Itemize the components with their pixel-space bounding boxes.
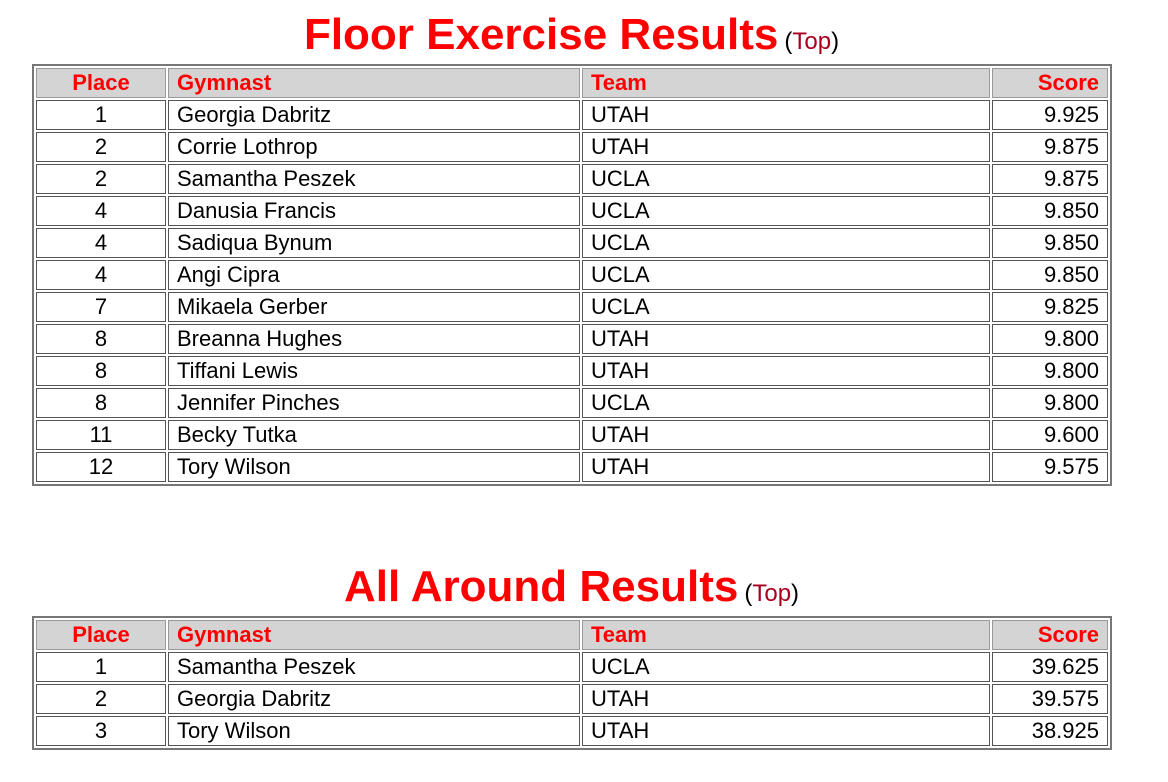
place-cell: 2 xyxy=(36,132,166,162)
score-cell: 38.925 xyxy=(992,716,1108,746)
place-cell: 7 xyxy=(36,292,166,322)
floor-exercise-table xyxy=(32,64,1112,486)
score-cell: 9.800 xyxy=(992,324,1108,354)
gymnast-cell: Becky Tutka xyxy=(168,420,580,450)
score-cell: 9.800 xyxy=(992,388,1108,418)
team-cell: UCLA xyxy=(582,292,990,322)
gymnast-cell: Georgia Dabritz xyxy=(168,684,580,714)
team-cell: UTAH xyxy=(582,420,990,450)
all-around-title: All Around Results xyxy=(343,562,739,611)
team-cell: UTAH xyxy=(582,324,990,354)
table-row xyxy=(36,196,1108,226)
place-cell: 4 xyxy=(36,196,166,226)
table-row xyxy=(36,100,1108,130)
place-cell: 8 xyxy=(36,324,166,354)
table-row xyxy=(36,292,1108,322)
score-cell: 9.850 xyxy=(992,196,1108,226)
aa-top-link-wrapper: (Top) xyxy=(744,580,800,607)
place-cell: 11 xyxy=(36,420,166,450)
floor-top-link-wrapper: (Top) xyxy=(784,28,840,55)
place-cell: 1 xyxy=(36,652,166,682)
place-cell: 3 xyxy=(36,716,166,746)
team-cell: UCLA xyxy=(582,260,990,290)
header-team: Team xyxy=(582,68,990,98)
header-place: Place xyxy=(36,68,166,98)
score-cell: 9.925 xyxy=(992,100,1108,130)
team-cell: UCLA xyxy=(582,652,990,682)
score-cell: 9.850 xyxy=(992,260,1108,290)
all-around-rows xyxy=(36,652,1108,746)
place-cell: 8 xyxy=(36,356,166,386)
gymnast-cell: Angi Cipra xyxy=(168,260,580,290)
table-row xyxy=(36,652,1108,682)
score-cell: 9.850 xyxy=(992,228,1108,258)
table-header-row xyxy=(36,68,1108,98)
place-cell: 12 xyxy=(36,452,166,482)
gymnast-cell: Corrie Lothrop xyxy=(168,132,580,162)
team-cell: UTAH xyxy=(582,356,990,386)
score-cell: 9.800 xyxy=(992,356,1108,386)
team-cell: UCLA xyxy=(582,228,990,258)
table-row xyxy=(36,684,1108,714)
place-cell: 4 xyxy=(36,228,166,258)
table-row xyxy=(36,356,1108,386)
table-row xyxy=(36,716,1108,746)
header-score: Score xyxy=(992,620,1108,650)
team-cell: UCLA xyxy=(582,388,990,418)
team-cell: UTAH xyxy=(582,684,990,714)
table-row xyxy=(36,388,1108,418)
gymnast-cell: Georgia Dabritz xyxy=(168,100,580,130)
gymnast-cell: Sadiqua Bynum xyxy=(168,228,580,258)
score-cell: 39.625 xyxy=(992,652,1108,682)
gymnast-cell: Jennifer Pinches xyxy=(168,388,580,418)
place-cell: 2 xyxy=(36,684,166,714)
team-cell: UTAH xyxy=(582,132,990,162)
header-place: Place xyxy=(36,620,166,650)
place-cell: 8 xyxy=(36,388,166,418)
place-cell: 4 xyxy=(36,260,166,290)
all-around-heading xyxy=(0,562,1143,612)
gymnast-cell: Tory Wilson xyxy=(168,716,580,746)
table-row xyxy=(36,324,1108,354)
score-cell: 9.825 xyxy=(992,292,1108,322)
score-cell: 9.875 xyxy=(992,132,1108,162)
table-header-row xyxy=(36,620,1108,650)
team-cell: UCLA xyxy=(582,196,990,226)
team-cell: UTAH xyxy=(582,452,990,482)
all-around-top-link[interactable]: Top xyxy=(752,580,792,607)
table-row xyxy=(36,420,1108,450)
score-cell: 39.575 xyxy=(992,684,1108,714)
table-row xyxy=(36,228,1108,258)
team-cell: UTAH xyxy=(582,716,990,746)
floor-exercise-heading xyxy=(0,10,1143,60)
score-cell: 9.575 xyxy=(992,452,1108,482)
table-row xyxy=(36,452,1108,482)
floor-exercise-rows xyxy=(36,100,1108,482)
team-cell: UCLA xyxy=(582,164,990,194)
header-team: Team xyxy=(582,620,990,650)
table-row xyxy=(36,260,1108,290)
header-score: Score xyxy=(992,68,1108,98)
score-cell: 9.875 xyxy=(992,164,1108,194)
gymnast-cell: Samantha Peszek xyxy=(168,164,580,194)
place-cell: 2 xyxy=(36,164,166,194)
header-gymnast: Gymnast xyxy=(168,68,580,98)
gymnast-cell: Tory Wilson xyxy=(168,452,580,482)
place-cell: 1 xyxy=(36,100,166,130)
team-cell: UTAH xyxy=(582,100,990,130)
gymnast-cell: Mikaela Gerber xyxy=(168,292,580,322)
table-row xyxy=(36,164,1108,194)
gymnast-cell: Samantha Peszek xyxy=(168,652,580,682)
all-around-table xyxy=(32,616,1112,750)
floor-exercise-title: Floor Exercise Results xyxy=(303,10,779,59)
score-cell: 9.600 xyxy=(992,420,1108,450)
gymnast-cell: Breanna Hughes xyxy=(168,324,580,354)
header-gymnast: Gymnast xyxy=(168,620,580,650)
table-row xyxy=(36,132,1108,162)
gymnast-cell: Danusia Francis xyxy=(168,196,580,226)
floor-top-link[interactable]: Top xyxy=(792,28,832,55)
gymnast-cell: Tiffani Lewis xyxy=(168,356,580,386)
